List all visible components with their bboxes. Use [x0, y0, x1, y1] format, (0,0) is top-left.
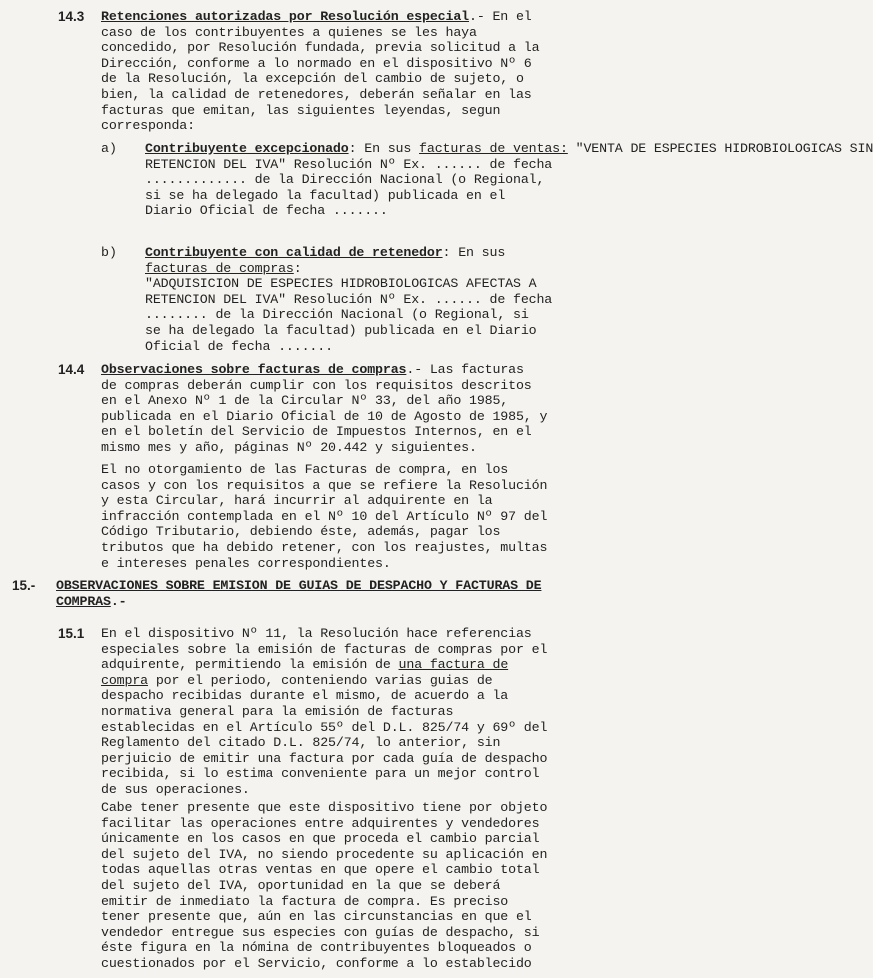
- line: RETENCION DEL IVA" Resolución Nº Ex. ...... de fecha: [145, 291, 553, 307]
- line: Contribuyente con calidad de retenedor: En sus: [145, 245, 506, 260]
- line: publicada en el Diario Oficial de 10 de Agosto de 1985, y: [101, 408, 548, 424]
- line: perjuicio de emitir una factura por cada guía de despacho: [101, 750, 548, 766]
- item-b-title: Contribuyente con calidad de retenedor: [145, 245, 443, 260]
- line: únicamente en los casos en que proceda el cambio parcial: [101, 831, 540, 847]
- line: Código Tributario, debiendo éste, además, pagar los: [101, 524, 501, 540]
- line: facilitar las operaciones entre adquirentes y vendedores: [101, 815, 540, 831]
- section-14-4: [101, 362, 611, 456]
- section-15-heading: [56, 578, 616, 609]
- line: Contribuyente excepcionado: En sus facturas de ventas: "VENTA DE ESPECIES HIDROBIOLOGICAS SIN: [145, 141, 873, 156]
- line: se ha delegado la facultad) publicada en el Diario: [145, 322, 537, 338]
- line: RETENCION DEL IVA" Resolución Nº Ex. ...... de fecha: [145, 156, 553, 172]
- line: normativa general para la emisión de facturas: [101, 703, 454, 719]
- section-14-3: [101, 9, 611, 134]
- line: de la Resolución, la excepción del cambio de sujeto, o: [101, 71, 524, 87]
- line: tener presente que, aún en las circunstancias en que el: [101, 909, 532, 925]
- line: corresponda:: [101, 118, 195, 134]
- line: tributos que ha debido retener, con los reajustes, multas: [101, 539, 548, 555]
- section-number-15: 15.-: [12, 578, 36, 593]
- line: facturas de compras:: [145, 260, 302, 276]
- line: recibida, si lo estima conveniente para un mejor control: [101, 766, 540, 782]
- line: Oficial de fecha .......: [145, 338, 333, 354]
- line: facturas que emitan, las siguientes leyendas, segun: [101, 102, 501, 118]
- line: vendedor entregue sus especies con guías de despacho, si: [101, 924, 540, 940]
- section-15-1: [101, 626, 611, 798]
- section-title-14-3: Retenciones autorizadas por Resolución especial: [101, 9, 469, 24]
- line: en el Anexo Nº 1 de la Circular Nº 33, del año 1985,: [101, 393, 509, 409]
- section-number-15-1: 15.1: [58, 626, 85, 641]
- line: ........ de la Dirección Nacional (o Regional, si: [145, 307, 529, 323]
- line: todas aquellas otras ventas en que opere el cambio total: [101, 862, 540, 878]
- line: ............. de la Dirección Nacional (o Regional,: [145, 172, 545, 188]
- line: Cabe tener presente que este dispositivo tiene por objeto: [101, 800, 548, 815]
- line: emitir de inmediato la factura de compra. Es preciso: [101, 893, 509, 909]
- line: del sujeto del IVA, no siendo procedente su aplicación en: [101, 846, 548, 862]
- section-title-14-4: Observaciones sobre facturas de compras: [101, 362, 407, 377]
- line: establecidas en el Artículo 55º del D.L. 825/74 y 69º del: [101, 719, 548, 735]
- line: infracción contemplada en el Nº 10 del Artículo Nº 97 del: [101, 508, 548, 524]
- item-label-a: a): [101, 141, 117, 156]
- line: de sus operaciones.: [101, 781, 250, 797]
- line: especiales sobre la emisión de facturas de compras por el: [101, 641, 548, 657]
- line: Diario Oficial de fecha .......: [145, 203, 388, 219]
- line: en el boletín del Servicio de Impuestos Internos, en el: [101, 424, 532, 440]
- item-a: [145, 141, 873, 219]
- section-14-4-para2: [101, 462, 611, 571]
- item-a-title: Contribuyente excepcionado: [145, 141, 349, 156]
- line: mismo mes y año, páginas Nº 20.442 y siguientes.: [101, 439, 477, 455]
- line: Dirección, conforme a lo normado en el dispositivo Nº 6: [101, 55, 532, 71]
- line: compra por el periodo, conteniendo varias guias de: [101, 672, 493, 688]
- line: En el dispositivo Nº 11, la Resolución hace referencias: [101, 626, 532, 641]
- section-number-14-4: 14.4: [58, 362, 85, 377]
- line: despacho recibidas durante el mismo, de acuerdo a la: [101, 688, 509, 704]
- line: Observaciones sobre facturas de compras.- Las facturas: [101, 362, 524, 377]
- heading-line: COMPRAS.-: [56, 593, 127, 609]
- section-number-14-3: 14.3: [58, 9, 85, 24]
- line: cuestionados por el Servicio, conforme a lo establecido: [101, 955, 532, 971]
- item-b: [145, 245, 611, 354]
- line: y esta Circular, hará incurrir al adquirente en la: [101, 493, 493, 509]
- line: adquirente, permitiendo la emisión de una factura de: [101, 657, 509, 673]
- line: concedido, por Resolución fundada, previa solicitud a la: [101, 40, 540, 56]
- line: El no otorgamiento de las Facturas de compra, en los: [101, 462, 509, 477]
- line: bien, la calidad de retenedores, deberán señalar en las: [101, 86, 532, 102]
- line: "ADQUISICION DE ESPECIES HIDROBIOLOGICAS AFECTAS A: [145, 276, 537, 292]
- line: éste figura en la nómina de contribuyentes bloqueados o: [101, 940, 532, 956]
- item-label-b: b): [101, 245, 117, 260]
- line: si se ha delegado la facultad) publicada en el: [145, 187, 506, 203]
- line: e intereses penales correspondientes.: [101, 555, 391, 571]
- line: casos y con los requisitos a que se refiere la Resolución: [101, 477, 548, 493]
- heading-line: OBSERVACIONES SOBRE EMISION DE GUIAS DE DESPACHO Y FACTURAS DE: [56, 578, 542, 593]
- line: Retenciones autorizadas por Resolución especial.- En el: [101, 9, 532, 24]
- line: caso de los contribuyentes a quienes se les haya: [101, 24, 477, 40]
- line: del sujeto del IVA, oportunidad en la que se deberá: [101, 877, 501, 893]
- line: Reglamento del citado D.L. 825/74, lo anterior, sin: [101, 735, 501, 751]
- section-15-1-para2: [101, 800, 611, 972]
- line: de compras deberán cumplir con los requisitos descritos: [101, 377, 532, 393]
